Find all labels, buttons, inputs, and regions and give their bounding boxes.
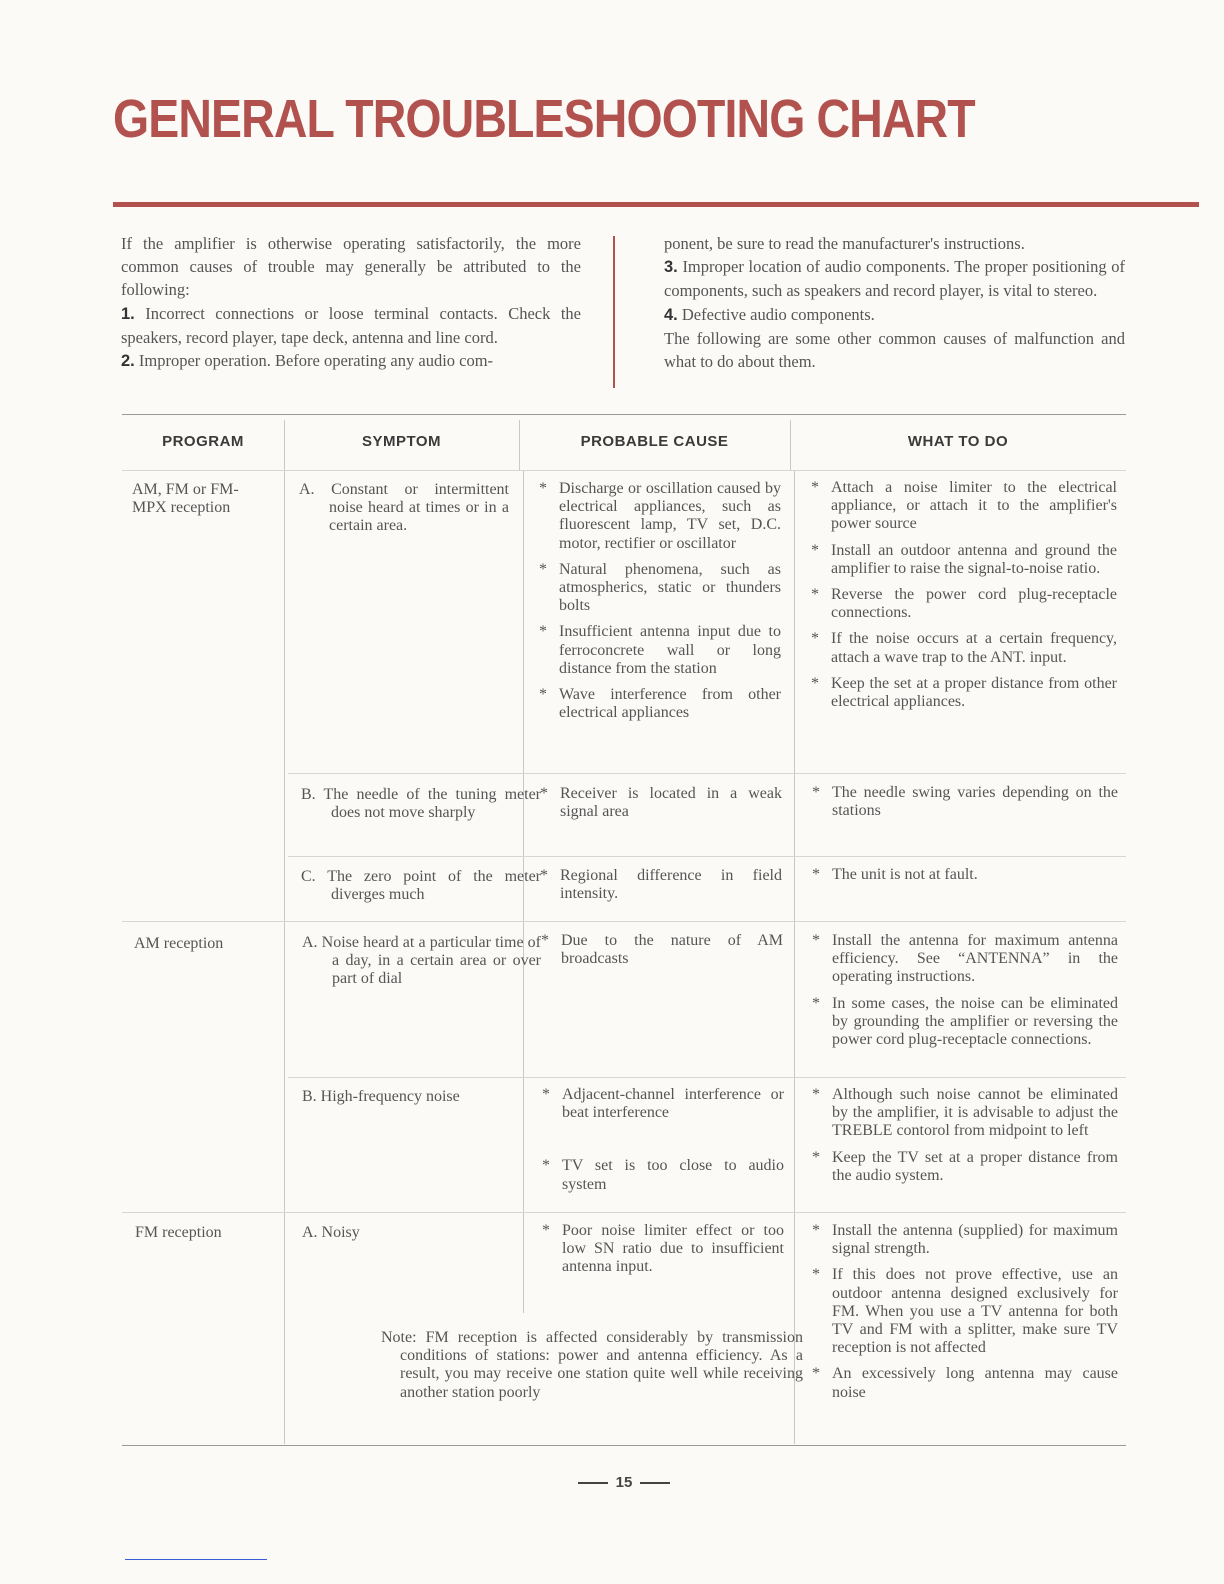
table-top-rule	[122, 414, 1126, 415]
action-item: * The unit is not at fault.	[812, 866, 1118, 884]
action-item: * Although such noise cannot be eliminated by the amplifier, it is advisable to adjust the TREBLE contorol from midpoint to left	[812, 1086, 1118, 1141]
cause-item: * Adjacent-channel interference or beat interference	[542, 1086, 784, 1122]
row-separator	[288, 1077, 1126, 1078]
action-item: * An excessively long antenna may cause noise	[812, 1365, 1118, 1401]
action-cell	[812, 784, 1118, 828]
action-item: * In some cases, the noise can be eliminated by grounding the amplifier or reversing the power cord plug-receptacle connections.	[812, 995, 1118, 1050]
intro-item-3	[664, 255, 1125, 302]
action-item: * If the noise occurs at a certain frequency, attach a wave trap to the ANT. input.	[811, 630, 1117, 666]
cause-cell	[540, 867, 782, 911]
row-separator	[122, 921, 1126, 922]
symptom-cell: A. Constant or intermittent noise heard at times or in a certain area.	[299, 481, 509, 535]
table-bottom-rule	[122, 1445, 1126, 1446]
program-cell: AM reception	[134, 935, 224, 952]
link-underline	[125, 1559, 267, 1560]
intro-item-text: Improper location of audio components. The proper positioning of components, such as speakers and record player, is vital to stereo.	[664, 257, 1125, 301]
action-item: * Keep the set at a proper distance from other electrical appliances.	[811, 675, 1117, 711]
action-item: * If this does not prove effective, use an outdoor antenna designed exclusively for FM. When you use a TV antenna for both TV and FM with a splitter, make sure TV reception is not affected	[812, 1266, 1118, 1357]
intro-item-1	[121, 302, 581, 349]
cause-item: * Receiver is located in a weak signal area	[540, 785, 782, 821]
symptom-cell: B. The needle of the tuning meter does not move sharply	[301, 786, 541, 822]
action-item: * Install the antenna for maximum antenna efficiency. See “ANTENNA” in the operating instructions.	[812, 932, 1118, 987]
cause-item: * Wave interference from other electrical appliances	[539, 686, 781, 722]
row-separator	[288, 856, 1126, 857]
intro-item-number: 4.	[664, 305, 678, 324]
row-separator	[288, 773, 1126, 774]
title-rule	[113, 202, 1199, 207]
action-item: * Install the antenna (supplied) for maximum signal strength.	[812, 1222, 1118, 1258]
intro-item-text: Incorrect connections or loose terminal contacts. Check the speakers, record player, tape deck, antenna and line cord.	[121, 303, 581, 347]
action-item: * Install an outdoor antenna and ground the amplifier to raise the signal-to-noise ratio.	[811, 542, 1117, 578]
intro-text: If the amplifier is otherwise operating satisfactorily, the more common causes of trouble may generally be attributed to the following:	[121, 234, 581, 300]
page-number: 15	[615, 1474, 633, 1491]
cause-cell	[542, 1086, 784, 1202]
cause-item: * Regional difference in field intensity.	[540, 867, 782, 903]
header-separator	[122, 470, 1126, 471]
cause-item: * Natural phenomena, such as atmospherics, static or thunders bolts	[539, 561, 781, 616]
action-item: * The needle swing varies depending on the stations	[812, 784, 1118, 820]
symptom-cell: C. The zero point of the meter diverges much	[301, 868, 541, 904]
intro-paragraph	[664, 327, 1125, 373]
intro-divider	[613, 236, 615, 388]
cause-item: * TV set is too close to audio system	[542, 1157, 784, 1193]
intro-item-4	[664, 303, 1125, 327]
action-cell	[812, 866, 1118, 892]
fm-reception-note: Note: FM reception is affected considerably by transmission conditions of stations: power and antenna efficiency. As a result, you may receive one station quite well while receiving another station poorly	[381, 1329, 803, 1401]
dash-decoration	[640, 1482, 670, 1484]
intro-item-number: 1.	[121, 304, 135, 323]
program-cell: AM, FM or FM-MPX reception	[132, 481, 239, 517]
symptom-cell: B. High-frequency noise	[302, 1088, 460, 1105]
action-item: * Reverse the power cord plug-receptacle connections.	[811, 586, 1117, 622]
action-item: * Attach a noise limiter to the electrical appliance, or attach it to the amplifier's power source	[811, 479, 1117, 534]
intro-item-2	[121, 349, 581, 373]
cause-cell	[541, 932, 783, 976]
cause-cell	[539, 480, 781, 730]
action-cell	[811, 479, 1117, 719]
action-cell	[812, 1086, 1118, 1193]
program-cell: FM reception	[135, 1224, 222, 1241]
header-symptom: SYMPTOM	[361, 433, 442, 450]
intro-paragraph	[664, 232, 1125, 255]
cause-cell	[542, 1222, 784, 1285]
cause-item: * Poor noise limiter effect or too low SN ratio due to insufficient antenna input.	[542, 1222, 784, 1277]
row-separator	[122, 1212, 1126, 1213]
header-probable-cause: PROBABLE CAUSE	[580, 433, 729, 450]
cause-item: * Discharge or oscillation caused by electrical appliances, such as fluorescent lamp, TV set, D.C. motor, rectifier or oscillator	[539, 480, 781, 553]
intro-item-text: Improper operation. Before operating any audio com-	[138, 351, 494, 371]
intro-paragraph	[121, 232, 581, 302]
intro-text: ponent, be sure to read the manufacturer's instructions.	[664, 234, 1025, 253]
action-cell	[812, 932, 1118, 1057]
intro-item-number: 3.	[664, 258, 678, 277]
intro-right-column	[664, 232, 1125, 373]
intro-text: The following are some other common causes of malfunction and what to do about them.	[664, 328, 1125, 372]
intro-item-number: 2.	[121, 352, 135, 371]
symptom-cell: A. Noise heard at a particular time of a day, in a certain area or over part of dial	[302, 934, 541, 988]
column-divider	[284, 420, 285, 1444]
page-title: GENERAL TROUBLESHOOTING CHART	[113, 89, 975, 149]
cause-item: * Due to the nature of AM broadcasts	[541, 932, 783, 968]
header-program: PROGRAM	[162, 433, 244, 450]
symptom-cell: A. Noisy	[302, 1224, 360, 1241]
intro-item-text: Defective audio components.	[681, 304, 875, 324]
dash-decoration	[578, 1482, 608, 1484]
action-item: * Keep the TV set at a proper distance from the audio system.	[812, 1149, 1118, 1185]
action-cell	[812, 1222, 1118, 1410]
cause-item: * Insufficient antenna input due to ferroconcrete wall or long distance from the station	[539, 623, 781, 678]
intro-left-column	[121, 232, 581, 373]
column-divider	[794, 470, 795, 1444]
page-number-footer	[0, 1474, 1224, 1491]
cause-cell	[540, 785, 782, 829]
header-what-to-do: WHAT TO DO	[907, 433, 1009, 450]
